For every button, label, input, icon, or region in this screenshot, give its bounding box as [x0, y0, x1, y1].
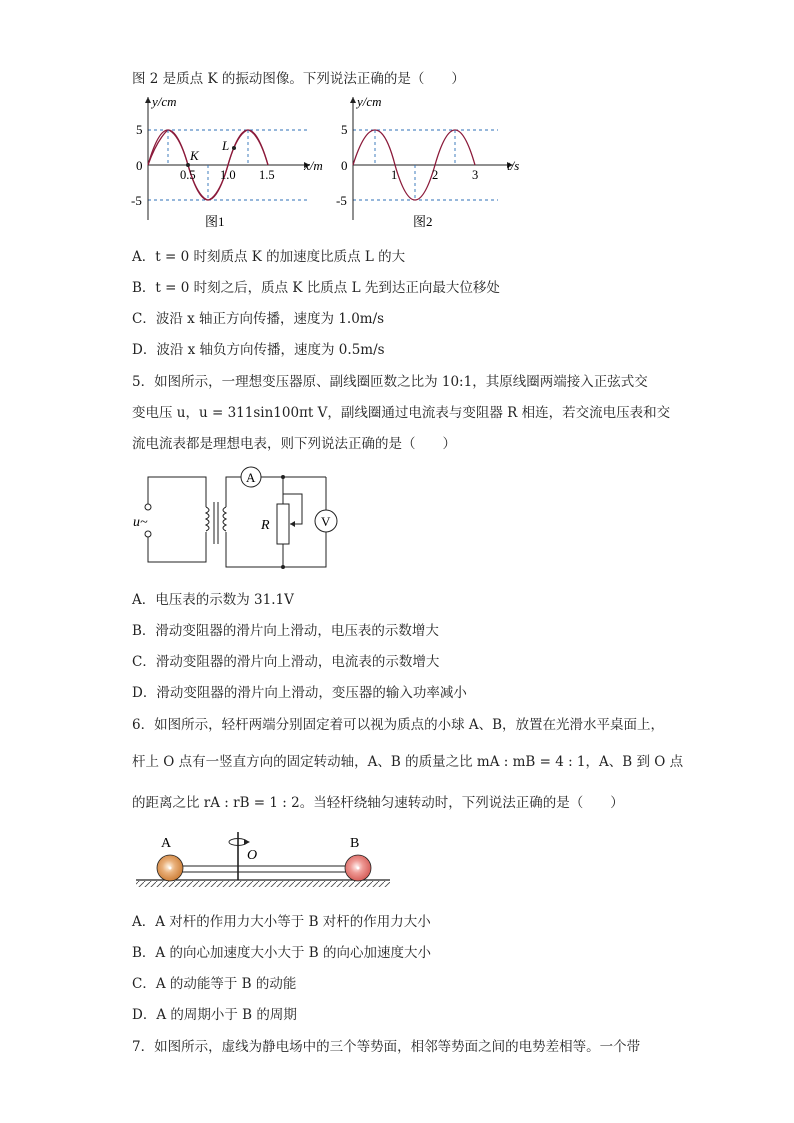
fig1-point-k: K: [190, 148, 199, 163]
ball-a-label: A: [161, 836, 172, 851]
fig1-xtick-1.5: 1.5: [259, 168, 275, 182]
fig2-xtick-3: 3: [472, 168, 479, 182]
q5-stem-line-3: 流电流表都是理想电表，则下列说法正确的是（ ）: [132, 436, 456, 452]
q4-stem: 图 2 是质点 K 的振动图像。下列说法正确的是（ ）: [132, 71, 465, 87]
q6-stem-line-1: 6．如图所示，轻杆两端分别固定着可以视为质点的小球 A、B，放置在光滑水平桌面上，: [132, 717, 665, 733]
fig2-ytick-0: 0: [341, 158, 348, 173]
fig1-xlabel: x/m: [304, 158, 323, 173]
fig1-ytick-0: 0: [136, 158, 143, 173]
q4-option-d: D．波沿 x 轴负方向传播，速度为 0.5m/s: [132, 342, 385, 358]
q5-option-b: B．滑动变阻器的滑片向上滑动，电压表的示数增大: [132, 623, 439, 639]
q5-option-c: C．滑动变阻器的滑片向上滑动，电流表的示数增大: [132, 654, 440, 670]
q6-option-b: B．A 的向心加速度大小大于 B 的向心加速度大小: [132, 945, 431, 961]
q4-option-b: B．t = 0 时刻之后，质点 K 比质点 L 先到达正向最大位移处: [132, 280, 500, 296]
fig1-ylabel: y/cm: [152, 94, 177, 109]
resistor-label: R: [261, 518, 270, 533]
fig2-xtick-1: 1: [391, 168, 398, 182]
q6-option-c: C．A 的动能等于 B 的动能: [132, 976, 297, 992]
fig1-ytick-neg5: -5: [131, 193, 142, 208]
fig2-ytick-neg5: -5: [336, 193, 347, 208]
axis-o-label: O: [247, 848, 258, 863]
voltmeter-label: V: [321, 514, 331, 529]
q6-stem-line-3: 的距离之比 rA : rB = 1 : 2。当轻杆绕轴匀速转动时，下列说法正确的是（ ）: [132, 795, 624, 811]
fig2-caption: 图2: [413, 214, 433, 229]
fig1-xtick-0.5: 0.5: [180, 168, 196, 182]
q5-transformer-circuit: [128, 462, 358, 577]
q7-stem: 7．如图所示，虚线为静电场中的三个等势面，相邻等势面之间的电势差相等。一个带: [132, 1039, 641, 1055]
fig1-ytick-5: 5: [136, 122, 143, 137]
ammeter-label: A: [246, 470, 256, 485]
q4-figure-1-wave-graph: [128, 92, 338, 232]
ball-b-label: B: [350, 836, 360, 851]
q4-figure-2-vibration-graph: [333, 92, 533, 232]
q6-stem-line-2: 杆上 O 点有一竖直方向的固定转动轴，A、B 的质量之比 mA : mB = 4 : 1，A、B 到 O 点: [132, 754, 684, 770]
q6-rod-and-balls-figure: [132, 828, 397, 898]
q6-option-a: A．A 对杆的作用力大小等于 B 对杆的作用力大小: [132, 914, 431, 930]
fig2-xlabel: t/s: [507, 158, 520, 173]
q6-option-d: D．A 的周期小于 B 的周期: [132, 1007, 297, 1023]
fig1-xtick-1.0: 1.0: [220, 168, 236, 182]
fig2-ylabel: y/cm: [357, 94, 382, 109]
q5-source-label: u~: [133, 515, 148, 530]
q5-stem-line-1: 5．如图所示，一理想变压器原、副线圈匝数之比为 10:1，其原线圈两端接入正弦式交: [132, 374, 648, 390]
q5-option-d: D．滑动变阻器的滑片向上滑动，变压器的输入功率减小: [132, 685, 467, 701]
q5-option-a: A．电压表的示数为 31.1V: [132, 592, 294, 608]
fig2-xtick-2: 2: [432, 168, 439, 182]
fig1-caption: 图1: [205, 214, 225, 229]
q5-stem-line-2: 变电压 u，u = 311sin100πt V，副线圈通过电流表与变阻器 R 相连，若交流电压表和交: [132, 405, 671, 421]
fig2-ytick-5: 5: [341, 122, 348, 137]
q4-option-c: C．波沿 x 轴正方向传播，速度为 1.0m/s: [132, 311, 385, 327]
fig1-point-l: L: [222, 138, 230, 153]
q4-option-a: A．t = 0 时刻质点 K 的加速度比质点 L 的大: [132, 249, 406, 265]
